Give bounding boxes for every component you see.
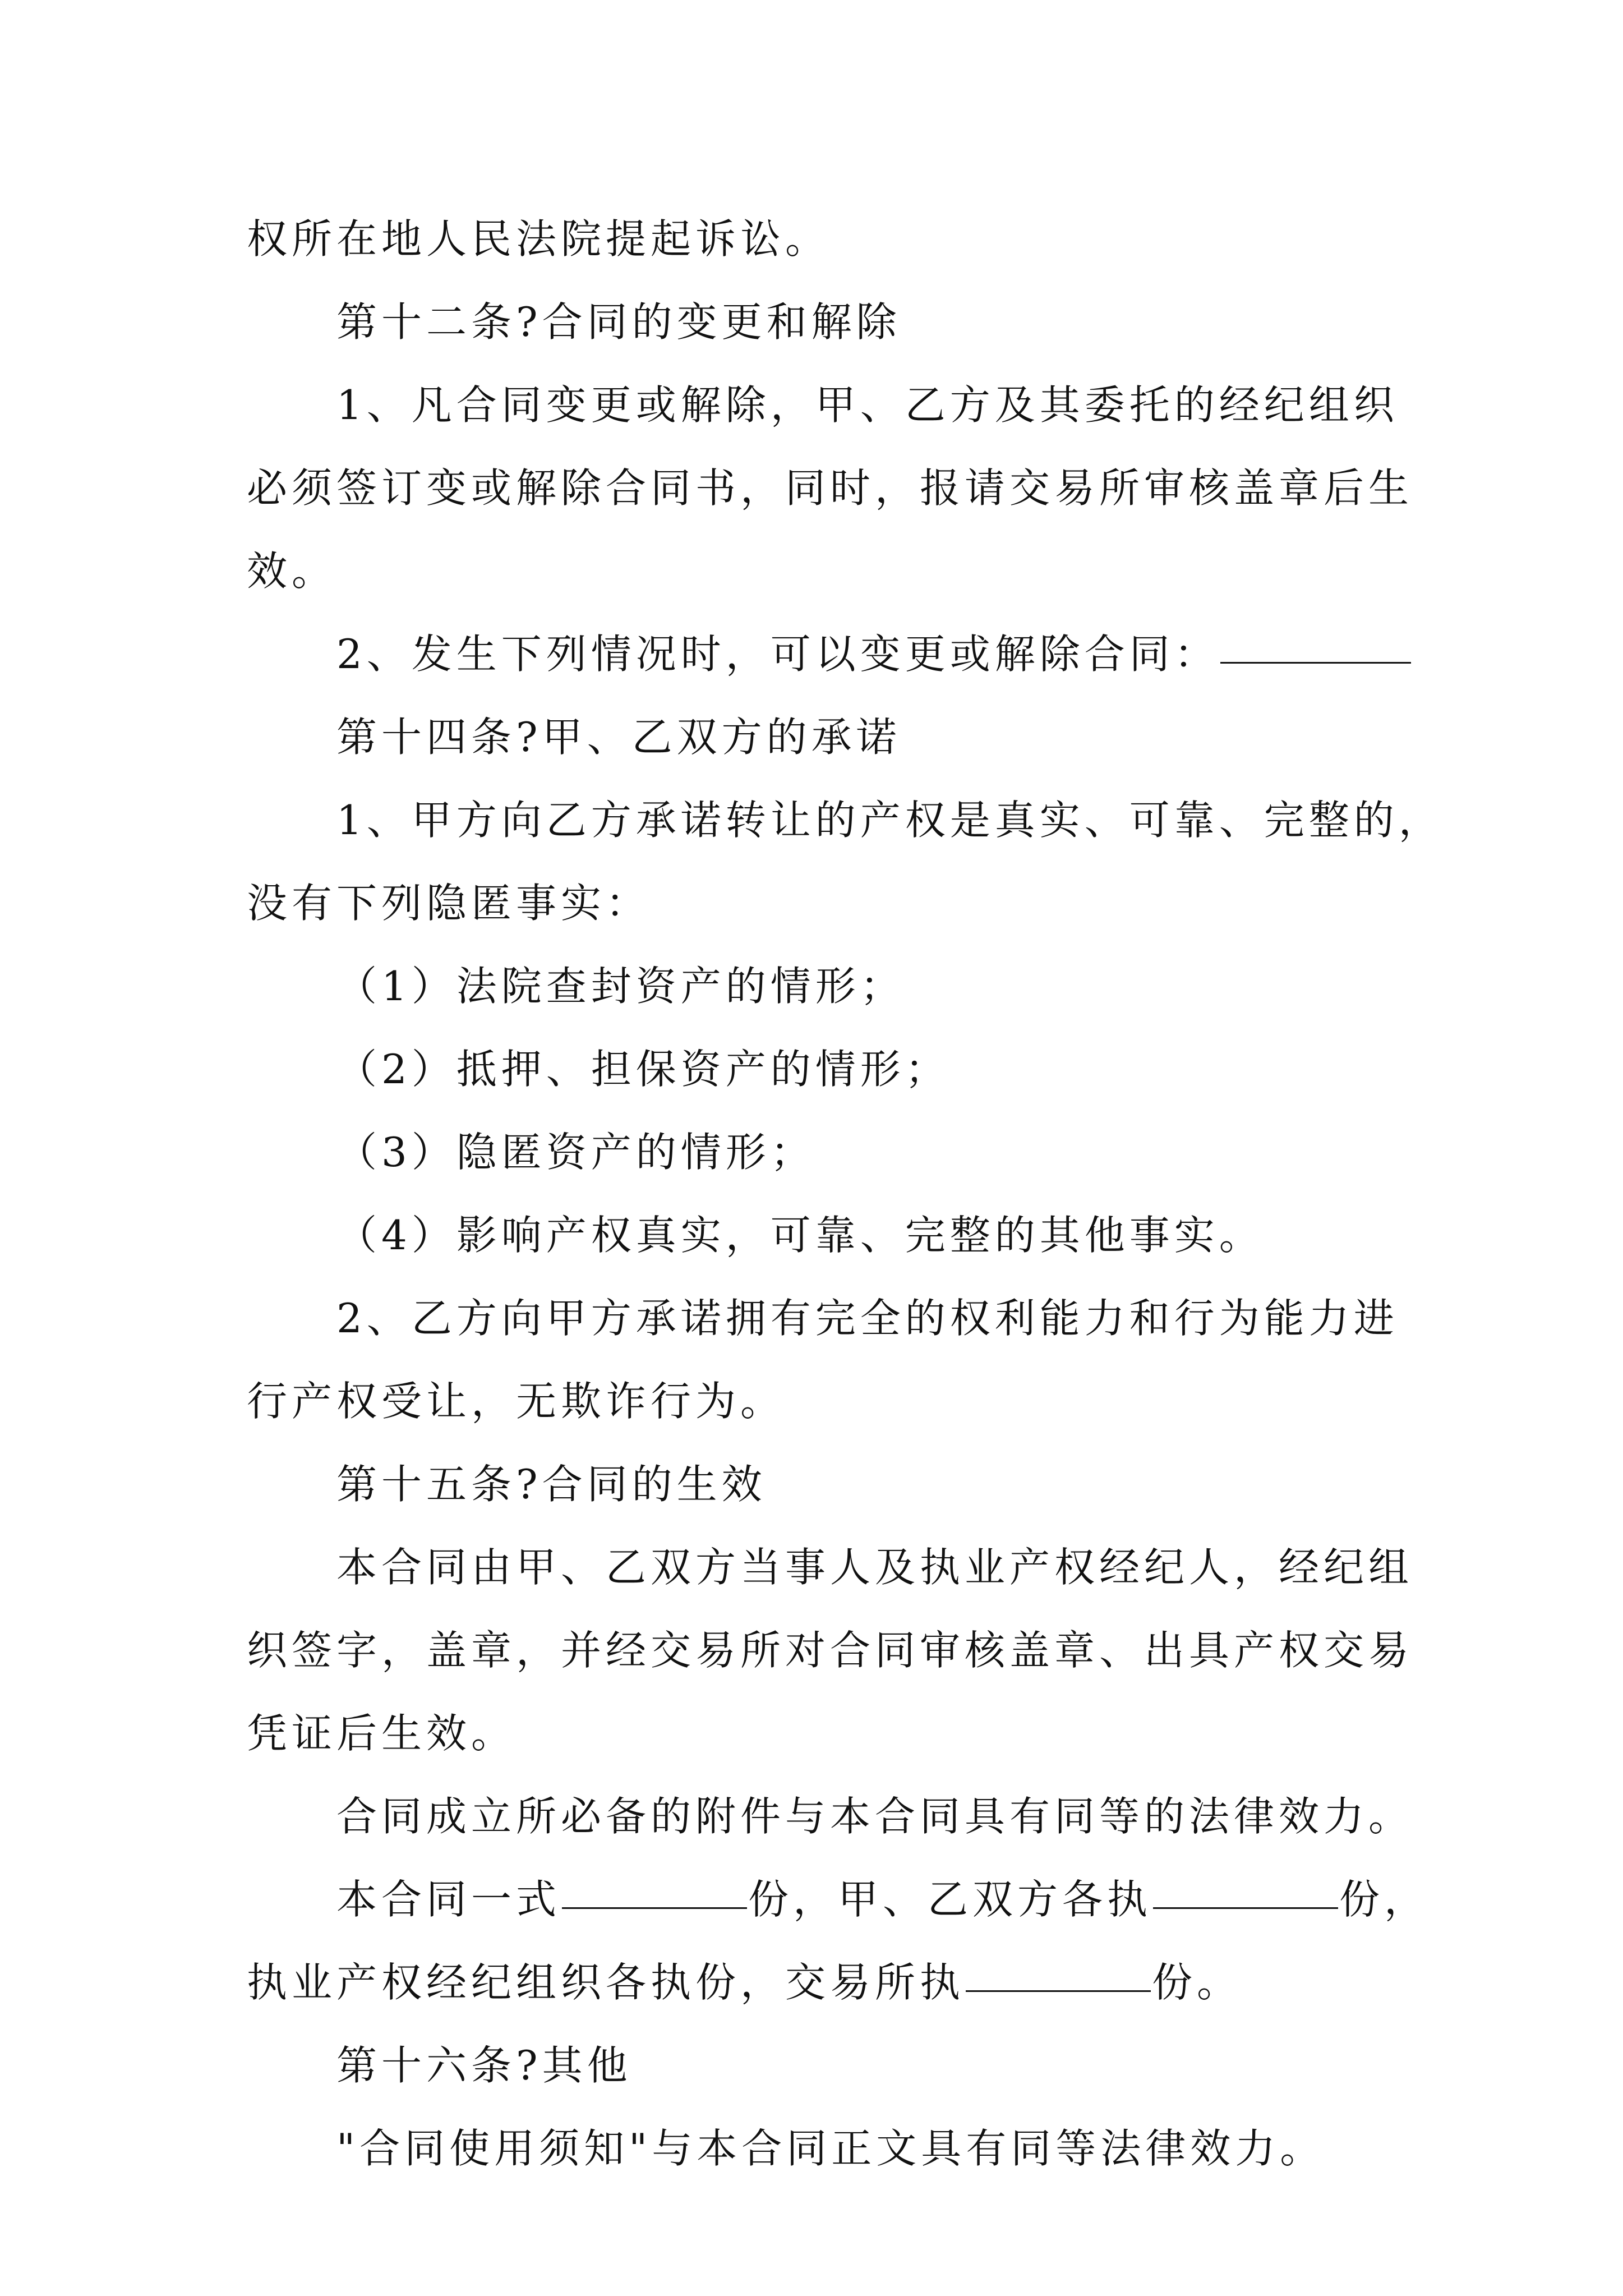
section-heading: 第十五条?合同的生效 [336,1461,767,1508]
text-line: 合同成立所必备的附件与本合同具有同等的法律效力。 [336,1793,1414,1840]
list-item: （1）法院查封资产的情形； [336,963,905,1010]
fill-in-blank [562,1907,747,1909]
text-line: 1、甲方向乙方承诺转让的产权是真实、可靠、完整的， [336,797,1444,844]
text-segment: 2、发生下列情况时，可以变更或解除合同： [336,631,1219,678]
text-line: 效。 [247,547,337,595]
list-item: （3）隐匿资产的情形； [336,1129,815,1176]
text-line: 凭证后生效。 [247,1710,517,1757]
list-item: （2）抵押、担保资产的情形； [336,1046,950,1093]
text-segment: 本合同一式 [336,1876,561,1923]
text-segment: 份，甲、乙双方各执 [748,1876,1152,1923]
text-line: 1、凡合同变更或解除，甲、乙方及其委托的经纪组织 [336,381,1399,429]
text-line: 行产权受让，无欺诈行为。 [247,1378,786,1425]
text-line: 必须签订变或解除合同书，同时，报请交易所审核盖章后生 [247,464,1414,512]
text-line: 没有下列隐匿事实： [247,880,651,927]
text-line: 2、乙方向甲方承诺拥有完全的权利能力和行为能力进 [336,1295,1399,1342]
text-line-with-blank [247,1959,1391,2006]
list-item: （4）影响产权真实，可靠、完整的其他事实。 [336,1212,1264,1259]
section-heading: 第十六条?其他 [336,2042,632,2089]
text-line-with-blank [336,1876,1430,1923]
text-line: "合同使用须知"与本合同正文具有同等法律效力。 [336,2125,1325,2172]
fill-in-blank [1220,662,1411,664]
text-segment: 份。 [1152,1959,1242,2006]
text-segment: 份， [1339,1876,1430,1923]
text-line: 织签字，盖章，并经交易所对合同审核盖章、出具产权交易 [247,1627,1414,1674]
section-heading: 第十二条?合同的变更和解除 [336,298,901,346]
fill-in-blank [1153,1907,1338,1909]
text-line-with-blank [336,631,1391,678]
text-line: 权所在地人民法院提起诉讼。 [247,215,831,263]
fill-in-blank [966,1990,1151,1992]
text-line: 本合同由甲、乙双方当事人及执业产权经纪人，经纪组 [336,1544,1414,1591]
text-segment: 执业产权经纪组织各执份，交易所执 [247,1959,965,2006]
section-heading: 第十四条?甲、乙双方的承诺 [336,714,901,761]
